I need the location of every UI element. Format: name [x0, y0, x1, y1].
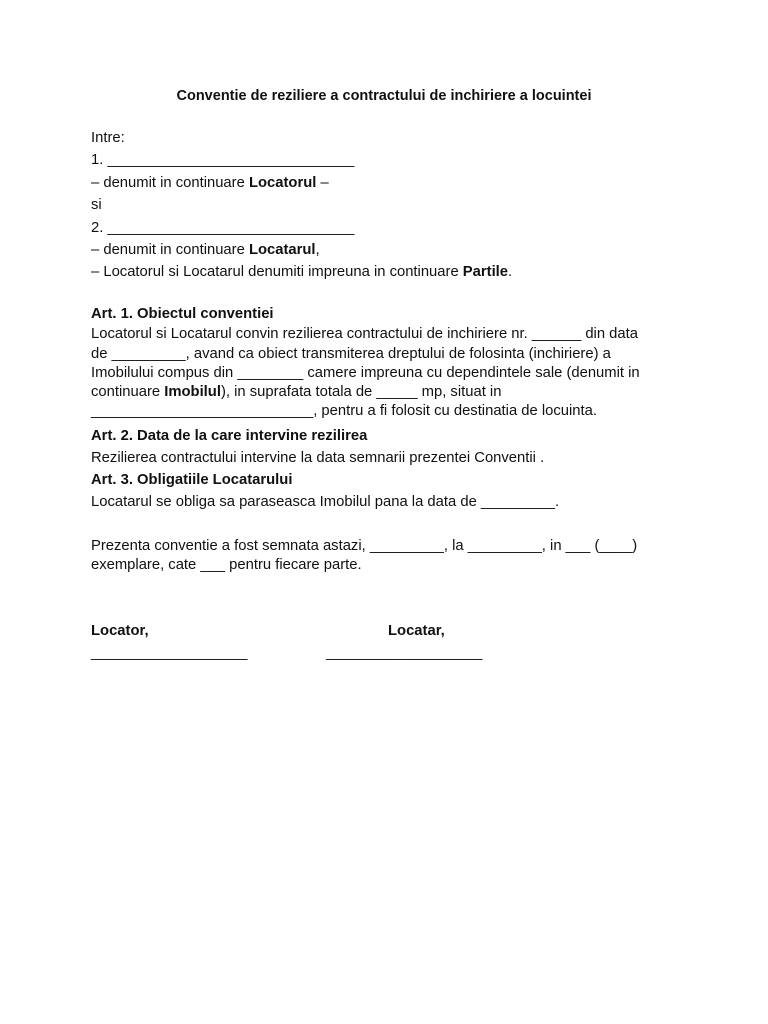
parties-section: [91, 127, 681, 284]
closing-line1: Prezenta conventie a fost semnata astazi, _________, la _________, in ___ (____): [91, 538, 638, 554]
locator-signature-label: Locator,: [91, 623, 149, 639]
party2-desc-prefix: – denumit in continuare: [91, 242, 249, 259]
locator-signature-line: ___________________: [91, 645, 248, 661]
art2-section: [91, 425, 681, 470]
party2-role: Locatarul: [248, 242, 316, 259]
parties-and: si: [91, 197, 102, 214]
locatar-signature-line: ___________________: [326, 645, 483, 661]
art1-line4-term: Imobilul: [164, 384, 221, 401]
party2-line: 2. ______________________________: [91, 219, 355, 236]
together-term: Partile: [462, 264, 509, 281]
party1-desc-suffix: –: [316, 174, 329, 191]
document-title: Conventie de reziliere a contractului de inchiriere a locuintei: [176, 88, 592, 104]
art1-line4-suffix: ), in suprafata totala de _____ mp, situat in: [220, 384, 502, 401]
art1-line5: ___________________________, pentru a fi folosit cu destinatia de locuinta.: [91, 403, 597, 420]
art3-text: Locatarul se obliga sa paraseasca Imobilul pana la data de _________.: [91, 494, 560, 511]
art1-heading: Art. 1. Obiectul conventiei: [91, 306, 274, 322]
art2-text: Rezilierea contractului intervine la data semnarii prezentei Conventii .: [91, 450, 545, 467]
art1-line3: Imobilului compus din ________ camere impreuna cu dependintele sale (denumit in: [91, 364, 640, 381]
art1-section: [91, 303, 681, 421]
closing-section: [91, 537, 681, 575]
party2-description: [91, 239, 681, 261]
parties-together: [91, 261, 681, 283]
party2-desc-suffix: ,: [315, 242, 320, 259]
art1-line4: [91, 383, 681, 402]
party1-role: Locatorul: [248, 174, 317, 191]
parties-intro: Intre:: [91, 130, 125, 146]
art1-line4-prefix: continuare: [91, 384, 165, 401]
closing-line2: exemplare, cate ___ pentru fiecare parte.: [91, 557, 362, 574]
together-suffix: .: [508, 264, 513, 281]
party1-line: 1. ______________________________: [91, 152, 355, 169]
art2-heading: Art. 2. Data de la care intervine rezilirea: [91, 428, 368, 444]
art1-line2: de _________, avand ca obiect transmiterea dreptului de folosinta (inchiriere) a: [91, 345, 611, 362]
art3-section: [91, 469, 681, 514]
party1-desc-prefix: – denumit in continuare: [91, 174, 249, 191]
party1-description: [91, 172, 681, 194]
art1-line1: Locatorul si Locatarul convin rezilierea contractului de inchiriere nr. ______ din data: [91, 326, 638, 343]
art3-heading: Art. 3. Obligatiile Locatarului: [91, 472, 293, 488]
locatar-signature-label: Locatar,: [388, 623, 445, 639]
together-prefix: – Locatorul si Locatarul denumiti impreuna in continuare: [91, 264, 463, 281]
